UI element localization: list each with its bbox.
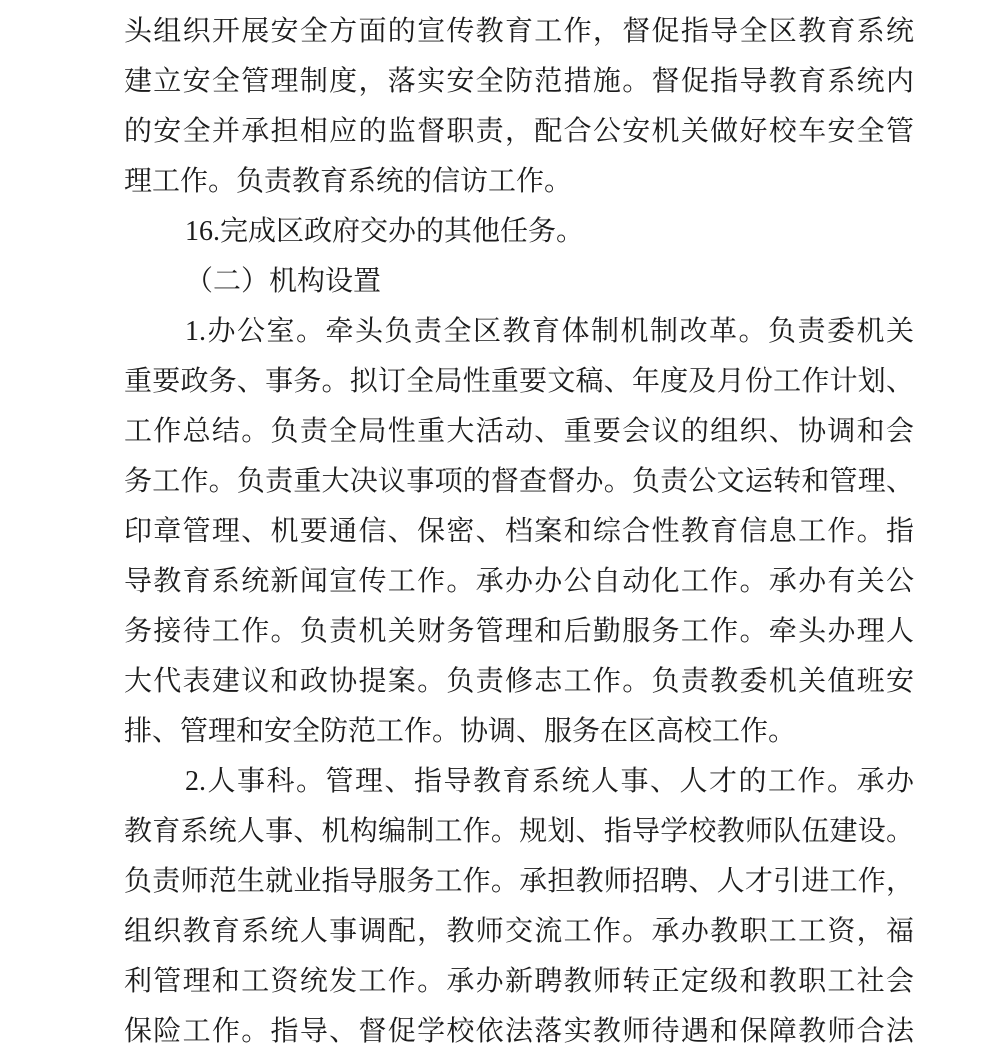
text-line: 务接待工作。负责机关财务管理和后勤服务工作。牵头办理人 <box>124 616 914 647</box>
text-line: 的安全并承担相应的监督职责，配合公安机关做好校车安全管 <box>124 116 914 147</box>
text-line: （二）机构设置 <box>185 266 382 297</box>
text-line: 组织教育系统人事调配，教师交流工作。承办教职工工资，福 <box>124 916 914 947</box>
text-line: 建立安全管理制度，落实安全防范措施。督促指导教育系统内 <box>124 66 914 97</box>
text-line: 务工作。负责重大决议事项的督查督办。负责公文运转和管理、 <box>124 466 914 497</box>
text-line: 大代表建议和政协提案。负责修志工作。负责教委机关值班安 <box>124 666 914 697</box>
text-line: 印章管理、机要通信、保密、档案和综合性教育信息工作。指 <box>124 516 914 547</box>
text-line: 利管理和工资统发工作。承办新聘教师转正定级和教职工社会 <box>124 966 914 997</box>
text-line: 16.完成区政府交办的其他任务。 <box>185 216 585 247</box>
text-line: 教育系统人事、机构编制工作。规划、指导学校教师队伍建设。 <box>124 816 914 847</box>
text-line: 理工作。负责教育系统的信访工作。 <box>124 166 573 197</box>
text-line: 重要政务、事务。拟订全局性重要文稿、年度及月份工作计划、 <box>124 366 914 397</box>
text-line: 排、管理和安全防范工作。协调、服务在区高校工作。 <box>124 716 797 747</box>
text-line: 1.办公室。牵头负责全区教育体制机制改革。负责委机关 <box>185 316 914 347</box>
text-line: 头组织开展安全方面的宣传教育工作，督促指导全区教育系统 <box>124 16 914 47</box>
text-line: 工作总结。负责全局性重大活动、重要会议的组织、协调和会 <box>124 416 914 447</box>
text-line: 导教育系统新闻宣传工作。承办办公自动化工作。承办有关公 <box>124 566 914 597</box>
text-line: 保险工作。指导、督促学校依法落实教师待遇和保障教师合法 <box>124 1016 914 1047</box>
text-line: 2.人事科。管理、指导教育系统人事、人才的工作。承办 <box>185 766 914 797</box>
text-line: 负责师范生就业指导服务工作。承担教师招聘、人才引进工作， <box>124 866 914 897</box>
